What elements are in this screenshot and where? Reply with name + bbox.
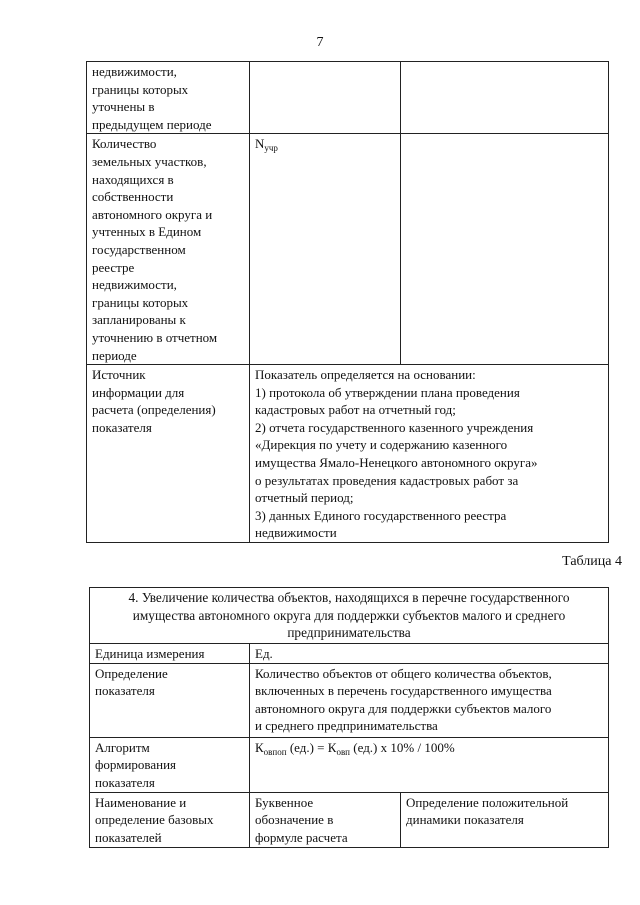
cell-text-line: определение базовых xyxy=(95,812,214,828)
symbol-main: N xyxy=(255,136,265,152)
cell-text-line: о результатах проведения кадастровых работ за xyxy=(255,472,519,488)
header-cell xyxy=(90,792,250,847)
indicator-table-continued xyxy=(86,61,609,543)
source-description-cell xyxy=(250,365,609,543)
cell-text-line: запланированы к xyxy=(92,312,186,328)
cell-text-line: реестре xyxy=(92,259,135,275)
row-name-cell xyxy=(87,365,250,543)
cell-text-line: государственном xyxy=(92,241,186,257)
formula-k1-subscript: овпоп xyxy=(263,746,287,757)
table-row xyxy=(87,62,609,134)
definition-value-cell xyxy=(250,663,609,737)
table-title-line: 4. Увеличение количества объектов, находящихся в перечне государственного xyxy=(128,590,570,605)
table-title-line: имущества автономного округа для поддержки субъектов малого и среднего xyxy=(132,607,566,623)
cell-text-line: Определение положительной xyxy=(406,794,569,810)
cell-text-line: границы которых xyxy=(92,81,189,97)
row-name-cell xyxy=(87,62,250,134)
cell-text-line: показателя xyxy=(95,774,155,790)
formula-tail: (ед.) х 10% / 100% xyxy=(350,739,455,755)
table-row xyxy=(90,737,609,792)
cell-text-line: информации для xyxy=(92,384,185,400)
row-name-cell: Единица измерения xyxy=(90,644,250,664)
table-row xyxy=(90,663,609,737)
table-title-line: предпринимательства xyxy=(287,625,411,641)
cell-text-line: кадастровых работ на отчетный год; xyxy=(255,402,456,418)
dynamics-cell xyxy=(401,134,609,365)
header-cell xyxy=(250,792,401,847)
cell-text-line: собственности xyxy=(92,189,174,205)
cell-text-line: формуле расчета xyxy=(255,829,348,845)
cell-text-line: недвижимости xyxy=(255,525,337,541)
cell-text-line: уточнению в отчетном xyxy=(92,329,218,345)
cell-text-line: 1) протокола об утверждении плана проведения xyxy=(255,384,520,400)
table-row xyxy=(90,588,609,644)
table-caption: Таблица 4 xyxy=(562,554,622,569)
formula-middle: (ед.) = К xyxy=(286,739,337,755)
cell-text-line: Определение xyxy=(95,665,168,681)
symbol-cell xyxy=(250,62,401,134)
table-row xyxy=(90,792,609,847)
unit-value-cell: Ед. xyxy=(250,644,609,664)
cell-text-line: 2) отчета государственного казенного учреждения xyxy=(255,419,534,435)
table-title-cell xyxy=(90,588,609,644)
cell-text-line: имущества Ямало-Ненецкого автономного округа» xyxy=(255,455,538,471)
cell-text-line: 3) данных Единого государственного реестра xyxy=(255,507,507,523)
row-name-cell xyxy=(90,737,250,792)
cell-text-line: недвижимости, xyxy=(92,277,177,293)
table-row xyxy=(87,134,609,365)
cell-text-line: обозначение в xyxy=(255,812,334,828)
row-name-cell xyxy=(87,134,250,365)
cell-text-line: показателя xyxy=(95,683,155,699)
cell-text-line: формирования xyxy=(95,757,177,773)
symbol-subscript: учр xyxy=(264,143,278,154)
table-row xyxy=(87,365,609,543)
row-name-cell xyxy=(90,663,250,737)
cell-text-line: Источник xyxy=(92,367,146,383)
cell-text-line: границы которых xyxy=(92,294,189,310)
cell-text-line: Количество объектов от общего количества объектов, xyxy=(255,665,552,681)
cell-text-line: отчетный период; xyxy=(255,490,354,506)
page-number: 7 xyxy=(316,35,324,50)
cell-text-line: Количество xyxy=(92,136,157,152)
cell-text-line: Наименование и xyxy=(95,794,187,810)
indicator-table-4 xyxy=(89,587,609,848)
formula-k1: К xyxy=(255,739,264,755)
cell-text-line: Алгоритм xyxy=(95,739,150,755)
cell-text-line: расчета (определения) xyxy=(92,402,216,418)
cell-text-line: Буквенное xyxy=(255,794,314,810)
cell-text-line: Показатель определяется на основании: xyxy=(255,367,476,383)
cell-text-line: уточнены в xyxy=(92,99,155,115)
cell-text-line: показателей xyxy=(95,829,162,845)
cell-text-line: периоде xyxy=(92,347,137,363)
table-row xyxy=(90,644,609,664)
formula-cell xyxy=(250,737,609,792)
symbol-cell xyxy=(250,134,401,365)
cell-text-line: автономного округа и xyxy=(92,206,213,222)
cell-text-line: находящихся в xyxy=(92,171,174,187)
cell-text-line: земельных участков, xyxy=(92,153,207,169)
cell-text-line: учтенных в Едином xyxy=(92,224,202,240)
calculation-formula xyxy=(255,740,455,755)
cell-text-line: недвижимости, xyxy=(92,64,177,79)
cell-text-line: предыдущем периоде xyxy=(92,116,212,132)
cell-text-line: «Дирекция по учету и содержанию казенного xyxy=(255,437,508,453)
cell-text-line: показателя xyxy=(92,419,152,435)
cell-text-line: и среднего предпринимательства xyxy=(255,718,438,734)
dynamics-cell xyxy=(401,62,609,134)
cell-text-line: динамики показателя xyxy=(406,812,524,828)
cell-text-line: включенных в перечень государственного имущества xyxy=(255,683,552,699)
header-cell xyxy=(401,792,609,847)
formula-k2-subscript: овп xyxy=(336,746,351,757)
cell-text-line: автономного округа для поддержки субъектов малого xyxy=(255,700,552,716)
